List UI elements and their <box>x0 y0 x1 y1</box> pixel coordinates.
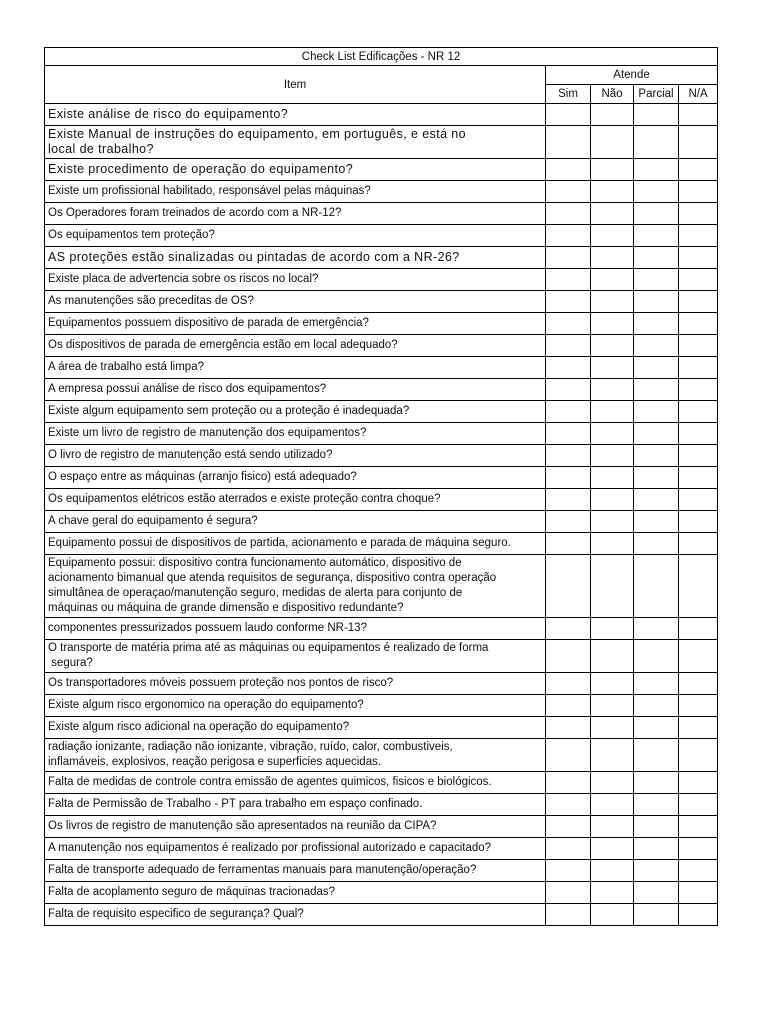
answer-cell-na <box>679 838 718 860</box>
checklist-item-text: Os equipamentos elétricos estão aterrados e existe proteção contra choque? <box>45 489 546 511</box>
answer-cell-na <box>679 445 718 467</box>
checklist-item-text: As manutenções são preceditas de OS? <box>45 291 546 313</box>
answer-cell-sim <box>546 533 591 555</box>
answer-cell-na <box>679 379 718 401</box>
checklist-row <box>45 739 718 772</box>
checklist-item-text: Falta de medidas de controle contra emissão de agentes quimicos, fisicos e biológicos. <box>45 772 546 794</box>
answer-cell-na <box>679 126 718 159</box>
checklist-item-text: Os transportadores móveis possuem proteção nos pontos de risco? <box>45 673 546 695</box>
answer-cell-sim <box>546 357 591 379</box>
answer-cell-sim <box>546 126 591 159</box>
answer-cell-nao <box>591 904 634 926</box>
title-row <box>45 48 718 66</box>
answer-cell-na <box>679 860 718 882</box>
answer-cell-sim <box>546 618 591 640</box>
answer-cell-sim <box>546 838 591 860</box>
checklist-row <box>45 695 718 717</box>
answer-cell-sim <box>546 335 591 357</box>
answer-cell-parcial <box>634 618 679 640</box>
checklist-row <box>45 904 718 926</box>
answer-cell-parcial <box>634 904 679 926</box>
checklist-row <box>45 225 718 247</box>
answer-cell-nao <box>591 467 634 489</box>
checklist-row <box>45 247 718 269</box>
checklist-row <box>45 467 718 489</box>
checklist-row <box>45 772 718 794</box>
answer-cell-sim <box>546 555 591 618</box>
answer-cell-sim <box>546 104 591 126</box>
answer-cell-nao <box>591 882 634 904</box>
answer-cell-na <box>679 313 718 335</box>
answer-cell-sim <box>546 794 591 816</box>
checklist-row <box>45 717 718 739</box>
checklist-item-text: A área de trabalho está limpa? <box>45 357 546 379</box>
checklist-row <box>45 618 718 640</box>
checklist-item-text: Existe procedimento de operação do equipamento? <box>45 159 546 181</box>
answer-cell-parcial <box>634 717 679 739</box>
answer-cell-parcial <box>634 673 679 695</box>
answer-cell-parcial <box>634 181 679 203</box>
checklist-item-text: Existe algum risco ergonomico na operação do equipamento? <box>45 695 546 717</box>
checklist-body <box>45 104 718 926</box>
answer-cell-sim <box>546 816 591 838</box>
checklist-item-text: Existe algum risco adicional na operação do equipamento? <box>45 717 546 739</box>
answer-cell-na <box>679 640 718 673</box>
answer-cell-sim <box>546 489 591 511</box>
checklist-item-text: Existe placa de advertencia sobre os riscos no local? <box>45 269 546 291</box>
answer-cell-na <box>679 335 718 357</box>
answer-cell-nao <box>591 739 634 772</box>
checklist-row <box>45 104 718 126</box>
answer-cell-na <box>679 739 718 772</box>
answer-cell-na <box>679 203 718 225</box>
answer-cell-parcial <box>634 794 679 816</box>
answer-cell-na <box>679 533 718 555</box>
answer-cell-nao <box>591 181 634 203</box>
checklist-item-text: radiação ionizante, radiação não ionizante, vibração, ruído, calor, combustiveis, inflamáveis, explosivos, reação perigosa e superficies aquecidas. <box>45 739 546 772</box>
answer-cell-parcial <box>634 860 679 882</box>
answer-cell-na <box>679 489 718 511</box>
answer-cell-sim <box>546 467 591 489</box>
checklist-item-text: Existe um livro de registro de manutenção dos equipamentos? <box>45 423 546 445</box>
answer-cell-nao <box>591 401 634 423</box>
answer-cell-nao <box>591 794 634 816</box>
answer-cell-sim <box>546 772 591 794</box>
answer-cell-sim <box>546 860 591 882</box>
answer-cell-parcial <box>634 882 679 904</box>
answer-cell-sim <box>546 247 591 269</box>
checklist-item-text: Falta de requisito especifico de segurança? Qual? <box>45 904 546 926</box>
answer-cell-parcial <box>634 772 679 794</box>
answer-cell-nao <box>591 838 634 860</box>
answer-cell-parcial <box>634 511 679 533</box>
checklist-row <box>45 126 718 159</box>
answer-cell-parcial <box>634 739 679 772</box>
checklist-item-text: Existe Manual de instruções do equipamento, em português, e está no local de trabalho? <box>45 126 546 159</box>
checklist-table <box>44 47 718 926</box>
checklist-item-text: A chave geral do equipamento é segura? <box>45 511 546 533</box>
checklist-row <box>45 860 718 882</box>
answer-cell-parcial <box>634 247 679 269</box>
answer-cell-nao <box>591 203 634 225</box>
answer-cell-sim <box>546 739 591 772</box>
answer-cell-na <box>679 882 718 904</box>
checklist-row <box>45 313 718 335</box>
answer-cell-na <box>679 511 718 533</box>
checklist-item-text: Equipamento possui de dispositivos de partida, acionamento e parada de máquina seguro. <box>45 533 546 555</box>
answer-cell-na <box>679 673 718 695</box>
answer-cell-nao <box>591 673 634 695</box>
answer-cell-na <box>679 555 718 618</box>
answer-cell-sim <box>546 225 591 247</box>
checklist-row <box>45 335 718 357</box>
answer-cell-na <box>679 225 718 247</box>
checklist-item-text: Falta de transporte adequado de ferramentas manuais para manutenção/operação? <box>45 860 546 882</box>
answer-cell-nao <box>591 772 634 794</box>
answer-cell-parcial <box>634 533 679 555</box>
answer-cell-na <box>679 904 718 926</box>
answer-cell-na <box>679 423 718 445</box>
answer-cell-nao <box>591 555 634 618</box>
checklist-row <box>45 203 718 225</box>
sim-column-header: Sim <box>546 85 591 104</box>
answer-cell-na <box>679 467 718 489</box>
answer-cell-na <box>679 291 718 313</box>
answer-cell-nao <box>591 511 634 533</box>
answer-cell-parcial <box>634 467 679 489</box>
checklist-item-text: Falta de Permissão de Trabalho - PT para trabalho em espaço confinado. <box>45 794 546 816</box>
answer-cell-nao <box>591 640 634 673</box>
answer-cell-parcial <box>634 104 679 126</box>
checklist-row <box>45 511 718 533</box>
answer-cell-na <box>679 717 718 739</box>
checklist-item-text: Equipamentos possuem dispositivo de parada de emergência? <box>45 313 546 335</box>
answer-cell-nao <box>591 816 634 838</box>
answer-cell-parcial <box>634 816 679 838</box>
checklist-row <box>45 673 718 695</box>
answer-cell-parcial <box>634 695 679 717</box>
checklist-item-text: Equipamento possui: dispositivo contra funcionamento automático, dispositivo de acionamento bimanual que atenda requisitos de segurança, dispositivo contra operação simultânea de operaçao/manutenção seguro, medidas de alerta para conjunto de máquinas ou máquina de grande dimensão e dispositivo redundante? <box>45 555 546 618</box>
answer-cell-parcial <box>634 313 679 335</box>
na-column-header: N/A <box>679 85 718 104</box>
checklist-item-text: Os dispositivos de parada de emergência estão em local adequado? <box>45 335 546 357</box>
answer-cell-sim <box>546 695 591 717</box>
answer-cell-nao <box>591 269 634 291</box>
checklist-row <box>45 445 718 467</box>
answer-cell-parcial <box>634 126 679 159</box>
atende-column-header: Atende <box>546 66 718 85</box>
checklist-row <box>45 423 718 445</box>
answer-cell-nao <box>591 695 634 717</box>
checklist-row <box>45 401 718 423</box>
answer-cell-nao <box>591 357 634 379</box>
answer-cell-sim <box>546 379 591 401</box>
checklist-row <box>45 159 718 181</box>
answer-cell-na <box>679 816 718 838</box>
checklist-item-text: A manutenção nos equipamentos é realizado por profissional autorizado e capacitado? <box>45 838 546 860</box>
answer-cell-nao <box>591 225 634 247</box>
answer-cell-nao <box>591 291 634 313</box>
answer-cell-parcial <box>634 838 679 860</box>
answer-cell-sim <box>546 313 591 335</box>
answer-cell-sim <box>546 511 591 533</box>
answer-cell-parcial <box>634 357 679 379</box>
answer-cell-sim <box>546 203 591 225</box>
checklist-item-text: O espaço entre as máquinas (arranjo fisico) está adequado? <box>45 467 546 489</box>
answer-cell-na <box>679 772 718 794</box>
checklist-row <box>45 357 718 379</box>
checklist-item-text: A empresa possui análise de risco dos equipamentos? <box>45 379 546 401</box>
answer-cell-nao <box>591 313 634 335</box>
answer-cell-na <box>679 269 718 291</box>
checklist-row <box>45 882 718 904</box>
item-column-header: Item <box>45 66 546 104</box>
answer-cell-nao <box>591 379 634 401</box>
answer-cell-na <box>679 794 718 816</box>
checklist-item-text: O transporte de matéria prima até as máquinas ou equipamentos é realizado de forma segura? <box>45 640 546 673</box>
answer-cell-na <box>679 357 718 379</box>
answer-cell-nao <box>591 489 634 511</box>
answer-cell-sim <box>546 423 591 445</box>
checklist-row <box>45 555 718 618</box>
answer-cell-nao <box>591 533 634 555</box>
checklist-item-text: Os livros de registro de manutenção são apresentados na reunião da CIPA? <box>45 816 546 838</box>
answer-cell-na <box>679 181 718 203</box>
answer-cell-parcial <box>634 203 679 225</box>
answer-cell-nao <box>591 335 634 357</box>
answer-cell-parcial <box>634 291 679 313</box>
checklist-row <box>45 489 718 511</box>
answer-cell-sim <box>546 640 591 673</box>
answer-cell-nao <box>591 247 634 269</box>
answer-cell-sim <box>546 445 591 467</box>
answer-cell-sim <box>546 673 591 695</box>
header-row <box>45 66 718 85</box>
answer-cell-sim <box>546 181 591 203</box>
answer-cell-parcial <box>634 269 679 291</box>
answer-cell-sim <box>546 717 591 739</box>
answer-cell-sim <box>546 401 591 423</box>
answer-cell-na <box>679 695 718 717</box>
checklist-row <box>45 816 718 838</box>
answer-cell-na <box>679 247 718 269</box>
answer-cell-na <box>679 618 718 640</box>
checklist-item-text: Existe análise de risco do equipamento? <box>45 104 546 126</box>
checklist-item-text: Os equipamentos tem proteção? <box>45 225 546 247</box>
checklist-item-text: componentes pressurizados possuem laudo conforme NR-13? <box>45 618 546 640</box>
answer-cell-parcial <box>634 335 679 357</box>
answer-cell-nao <box>591 860 634 882</box>
checklist-row <box>45 838 718 860</box>
checklist-row <box>45 181 718 203</box>
nao-column-header: Não <box>591 85 634 104</box>
answer-cell-nao <box>591 717 634 739</box>
checklist-item-text: Existe um profissional habilitado, responsável pelas máquinas? <box>45 181 546 203</box>
answer-cell-na <box>679 104 718 126</box>
checklist-row <box>45 269 718 291</box>
answer-cell-parcial <box>634 379 679 401</box>
answer-cell-sim <box>546 904 591 926</box>
parcial-column-header: Parcial <box>634 85 679 104</box>
answer-cell-parcial <box>634 225 679 247</box>
checklist-item-text: Existe algum equipamento sem proteção ou a proteção é inadequada? <box>45 401 546 423</box>
answer-cell-sim <box>546 291 591 313</box>
answer-cell-nao <box>591 423 634 445</box>
answer-cell-parcial <box>634 401 679 423</box>
answer-cell-nao <box>591 104 634 126</box>
checklist-row <box>45 794 718 816</box>
answer-cell-parcial <box>634 489 679 511</box>
answer-cell-nao <box>591 618 634 640</box>
answer-cell-na <box>679 159 718 181</box>
answer-cell-nao <box>591 445 634 467</box>
answer-cell-sim <box>546 269 591 291</box>
checklist-title: Check List Edificações - NR 12 <box>45 48 718 66</box>
answer-cell-parcial <box>634 555 679 618</box>
answer-cell-parcial <box>634 445 679 467</box>
answer-cell-parcial <box>634 640 679 673</box>
checklist-row <box>45 640 718 673</box>
answer-cell-parcial <box>634 159 679 181</box>
checklist-row <box>45 291 718 313</box>
answer-cell-na <box>679 401 718 423</box>
answer-cell-sim <box>546 159 591 181</box>
checklist-item-text: AS proteções estão sinalizadas ou pintadas de acordo com a NR-26? <box>45 247 546 269</box>
answer-cell-sim <box>546 882 591 904</box>
checklist-item-text: O livro de registro de manutenção está sendo utilizado? <box>45 445 546 467</box>
checklist-item-text: Os Operadores foram treinados de acordo com a NR-12? <box>45 203 546 225</box>
checklist-row <box>45 379 718 401</box>
checklist-item-text: Falta de acoplamento seguro de máquinas tracionadas? <box>45 882 546 904</box>
answer-cell-nao <box>591 126 634 159</box>
answer-cell-parcial <box>634 423 679 445</box>
answer-cell-nao <box>591 159 634 181</box>
checklist-row <box>45 533 718 555</box>
